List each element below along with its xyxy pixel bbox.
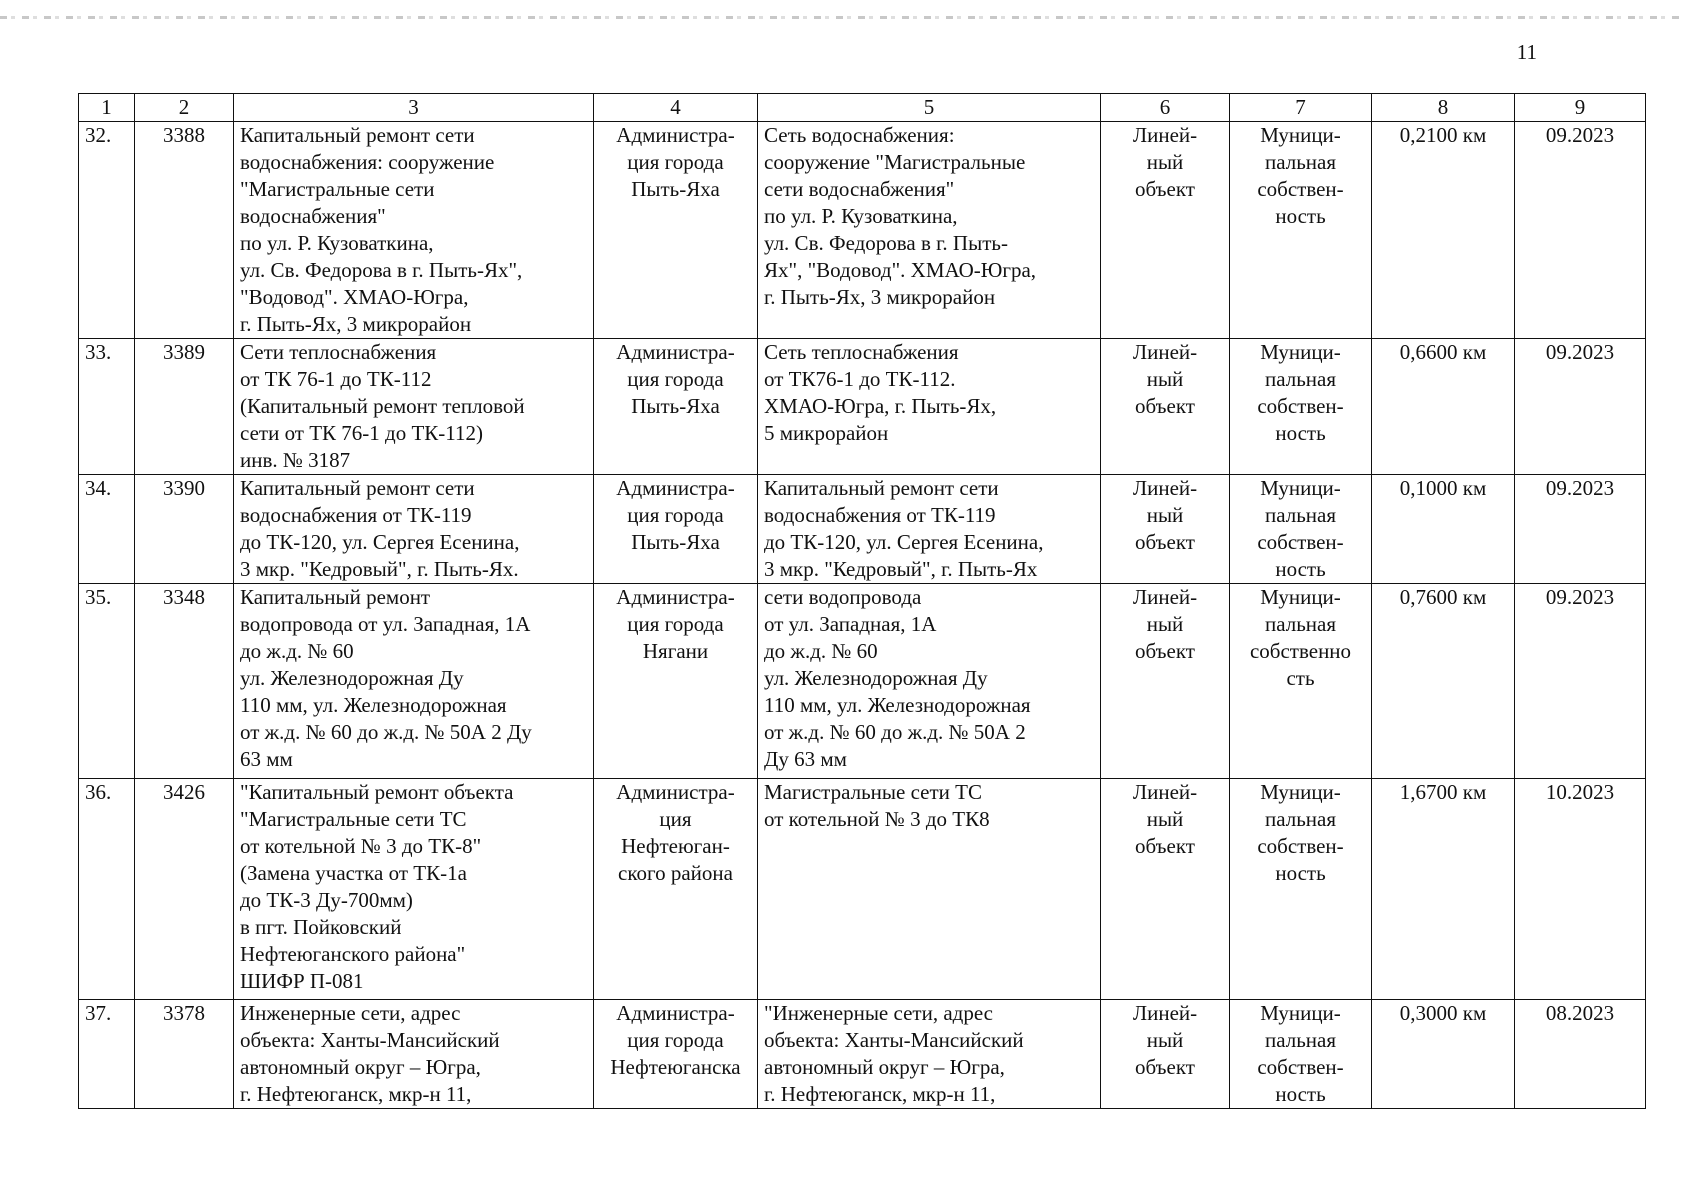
row-object: Капитальный ремонт сети водоснабжения от ТК-119 до ТК-120, ул. Сергея Есенина, 3 мкр. "Кедровый", г. Пыть-Ях (758, 475, 1101, 584)
row-type: Линей- ный объект (1101, 779, 1230, 1000)
row-object: Сеть водоснабжения: сооружение "Магистральные сети водоснабжения" по ул. Р. Кузоваткина, ул. Св. Федорова в г. Пыть- Ях", "Водовод". ХМАО-Югра, г. Пыть-Ях, 3 микрорайон (758, 122, 1101, 339)
row-object: Магистральные сети ТС от котельной № 3 до ТК8 (758, 779, 1101, 1000)
table-row (79, 475, 1646, 584)
row-date: 09.2023 (1515, 584, 1646, 779)
row-length: 0,7600 км (1372, 584, 1515, 779)
row-length: 1,6700 км (1372, 779, 1515, 1000)
row-ownership: Муници- пальная собствен- ность (1230, 779, 1372, 1000)
row-customer: Администра- ция города Нягани (594, 584, 758, 779)
row-ownership: Муници- пальная собствен- ность (1230, 339, 1372, 475)
objects-table (78, 93, 1646, 1109)
header-col-6: 6 (1101, 94, 1230, 122)
row-number: 37. (79, 1000, 135, 1109)
row-ownership: Муници- пальная собственно сть (1230, 584, 1372, 779)
row-code: 3388 (135, 122, 234, 339)
row-code: 3426 (135, 779, 234, 1000)
table-row (79, 122, 1646, 339)
row-code: 3389 (135, 339, 234, 475)
scan-edge-artifact (0, 16, 1683, 19)
header-col-9: 9 (1515, 94, 1646, 122)
row-date: 09.2023 (1515, 339, 1646, 475)
row-customer: Администра- ция города Пыть-Яха (594, 339, 758, 475)
table-header (79, 94, 1646, 122)
row-type: Линей- ный объект (1101, 475, 1230, 584)
page-number: 11 (1516, 40, 1537, 64)
row-date: 10.2023 (1515, 779, 1646, 1000)
row-length: 0,3000 км (1372, 1000, 1515, 1109)
row-type: Линей- ный объект (1101, 122, 1230, 339)
row-number: 36. (79, 779, 135, 1000)
row-name: Капитальный ремонт сети водоснабжения: сооружение "Магистральные сети водоснабжения" по ул. Р. Кузоваткина, ул. Св. Федорова в г. Пыть-Ях", "Водовод". ХМАО-Югра, г. Пыть-Ях, 3 микрорайон (234, 122, 594, 339)
row-object: Сеть теплоснабжения от ТК76-1 до ТК-112. ХМАО-Югра, г. Пыть-Ях, 5 микрорайон (758, 339, 1101, 475)
row-length: 0,1000 км (1372, 475, 1515, 584)
table-body (79, 122, 1646, 1109)
row-code: 3378 (135, 1000, 234, 1109)
row-date: 08.2023 (1515, 1000, 1646, 1109)
header-col-3: 3 (234, 94, 594, 122)
row-ownership: Муници- пальная собствен- ность (1230, 122, 1372, 339)
row-name: Сети теплоснабжения от ТК 76-1 до ТК-112 (Капитальный ремонт тепловой сети от ТК 76-1 до ТК-112) инв. № 3187 (234, 339, 594, 475)
header-col-8: 8 (1372, 94, 1515, 122)
row-number: 33. (79, 339, 135, 475)
row-number: 32. (79, 122, 135, 339)
header-col-2: 2 (135, 94, 234, 122)
row-name: Инженерные сети, адрес объекта: Ханты-Мансийский автономный округ – Югра, г. Нефтеюганск, мкр-н 11, (234, 1000, 594, 1109)
row-type: Линей- ный объект (1101, 1000, 1230, 1109)
row-code: 3390 (135, 475, 234, 584)
row-date: 09.2023 (1515, 475, 1646, 584)
row-customer: Администра- ция города Нефтеюганска (594, 1000, 758, 1109)
header-row (79, 94, 1646, 122)
row-type: Линей- ный объект (1101, 584, 1230, 779)
row-name: Капитальный ремонт водопровода от ул. Западная, 1А до ж.д. № 60 ул. Железнодорожная Ду 110 мм, ул. Железнодорожная от ж.д. № 60 до ж.д. № 50А 2 Ду 63 мм (234, 584, 594, 779)
row-customer: Администра- ция города Пыть-Яха (594, 475, 758, 584)
row-length: 0,2100 км (1372, 122, 1515, 339)
header-col-1: 1 (79, 94, 135, 122)
row-name: "Капитальный ремонт объекта "Магистральные сети ТС от котельной № 3 до ТК-8" (Замена участка от ТК-1а до ТК-3 Ду-700мм) в пгт. Пойковский Нефтеюганского района" ШИФР П-081 (234, 779, 594, 1000)
header-col-7: 7 (1230, 94, 1372, 122)
row-ownership: Муници- пальная собствен- ность (1230, 475, 1372, 584)
row-customer: Администра- ция Нефтеюган- ского района (594, 779, 758, 1000)
row-number: 35. (79, 584, 135, 779)
row-object: "Инженерные сети, адрес объекта: Ханты-Мансийский автономный округ – Югра, г. Нефтеюганск, мкр-н 11, (758, 1000, 1101, 1109)
table-row (79, 1000, 1646, 1109)
row-object: сети водопровода от ул. Западная, 1А до ж.д. № 60 ул. Железнодорожная Ду 110 мм, ул. Железнодорожная от ж.д. № 60 до ж.д. № 50А 2 Ду 63 мм (758, 584, 1101, 779)
header-col-5: 5 (758, 94, 1101, 122)
row-code: 3348 (135, 584, 234, 779)
row-customer: Администра- ция города Пыть-Яха (594, 122, 758, 339)
row-number: 34. (79, 475, 135, 584)
table-row (79, 779, 1646, 1000)
row-length: 0,6600 км (1372, 339, 1515, 475)
row-name: Капитальный ремонт сети водоснабжения от ТК-119 до ТК-120, ул. Сергея Есенина, 3 мкр. "Кедровый", г. Пыть-Ях. (234, 475, 594, 584)
row-ownership: Муници- пальная собствен- ность (1230, 1000, 1372, 1109)
table-row (79, 339, 1646, 475)
header-col-4: 4 (594, 94, 758, 122)
row-type: Линей- ный объект (1101, 339, 1230, 475)
row-date: 09.2023 (1515, 122, 1646, 339)
table-row (79, 584, 1646, 779)
